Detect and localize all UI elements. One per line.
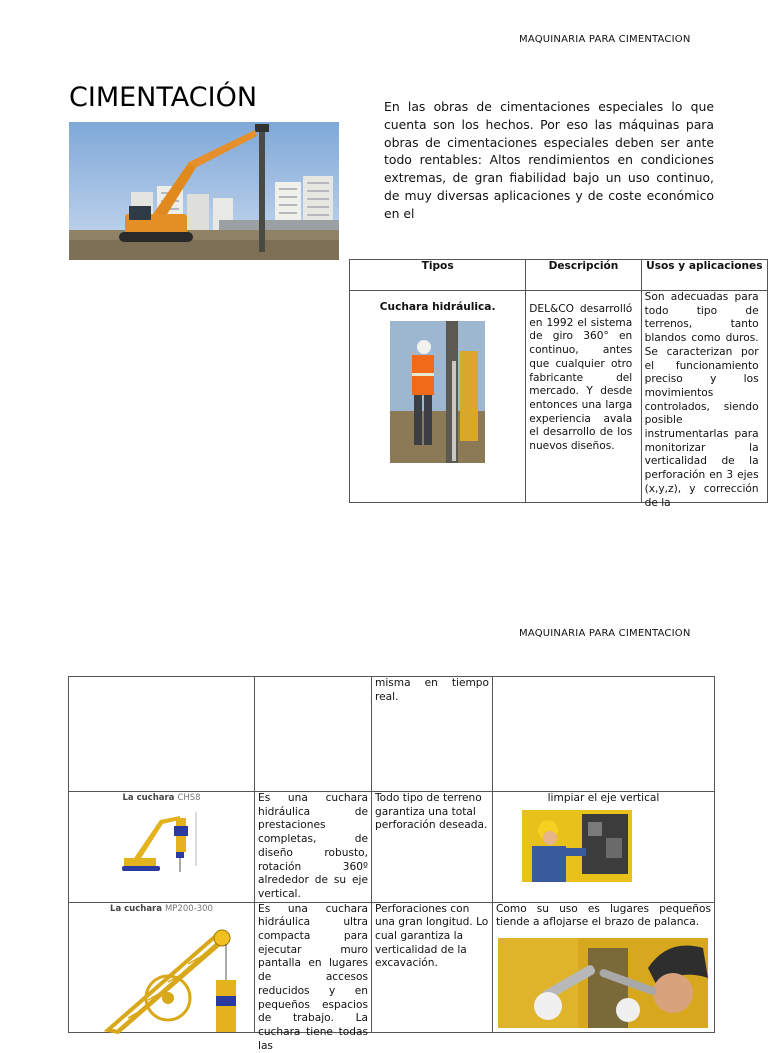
mp200-description: Es una cuchara hidráulica ultra compacta para ejecutar muro pantalla en lugares de accesos reducidos y en pequeños espacios de trabajo. La cuchara tiene todas las (258, 902, 368, 1052)
chs8-terreno: Todo tipo de terreno garantiza una total perforación deseada. (375, 792, 488, 832)
table-cell-empty (255, 677, 372, 792)
column-header-descripcion: Descripción (526, 260, 641, 291)
chs8-description: Es una cuchara hidráulica de prestaciones completas, de diseño robusto, rotación 360º alrededor de su eje vertical. (258, 792, 368, 900)
chs8-usos: limpiar el eje vertical (547, 792, 660, 804)
machinery-table-continued (68, 676, 715, 1052)
column-header-usos: Usos y aplicaciones (641, 260, 767, 291)
chs8-caption: La cuchara CHS8 (122, 793, 201, 803)
wrench-worker-photo (498, 938, 708, 1028)
table-cell-empty (493, 677, 715, 792)
mp200-diagram (78, 920, 248, 1032)
tipo-label: Cuchara hidráulica. (379, 301, 496, 313)
mechanic-photo (522, 810, 632, 882)
table-cell-terreno (372, 792, 493, 903)
table-cell-empty (69, 677, 255, 792)
intro-paragraph: En las obras de cimentaciones especiales lo que cuenta son los hechos. Por eso las máquinas para obras de cimentaciones especiales deben ser ante todo rentables: Altos rendimientos en condiciones extremas, de gran fiabilidad bajo un uso continuo, de muy diversas aplicaciones y de coste económico en el (384, 99, 714, 221)
table-cell-descripcion (255, 902, 372, 1052)
descripcion-text: DEL&CO desarrolló en 1992 el sistema de giro 360° en continuo, antes que cualquier otro fabricante del mercado. Y desde entonces una larga experiencia avala el desarrollo de los nuevos diseños. (529, 303, 633, 453)
table-cell-descripcion (255, 792, 372, 903)
table-cell-descripcion (526, 291, 641, 503)
mp200-usos: Como su uso es lugares pequeños tiende a aflojarse el brazo de palanca. (496, 902, 711, 929)
chs8-diagram (120, 808, 210, 874)
worker-drill-photo (390, 321, 485, 463)
table-cell-tipo (69, 792, 255, 903)
page-header-2: MAQUINARIA PARA CIMENTACION (519, 628, 691, 639)
table-cell-terreno (372, 902, 493, 1033)
mp200-caption: La cuchara MP200-300 (110, 903, 213, 914)
excavator-pile-photo (69, 122, 339, 260)
machinery-table (349, 259, 768, 509)
usos-text: Son adecuadas para todo tipo de terrenos, tanto blandos como duros. Se caracterizan por el funcionamiento preciso y los movimientos controlados, siendo posible instrumentarlas para monitorizar la verticalidad de la perforación en 3 ejes (x,y,z), y corrección de la (644, 291, 759, 509)
table-cell-usos (493, 902, 715, 1033)
column-header-tipos: Tipos (350, 260, 526, 291)
page-header: MAQUINARIA PARA CIMENTACION (519, 34, 691, 45)
table-cell-usos (493, 792, 715, 903)
continued-text: misma en tiempo real. (375, 677, 489, 703)
table-cell-usos (641, 291, 767, 509)
table-cell-tipo (69, 902, 255, 1033)
page-title: CIMENTACIÓN (69, 82, 258, 113)
mp200-terreno: Perforaciones con una gran longitud. Lo cual garantiza la verticalidad de la excavación. (375, 902, 489, 970)
table-cell-tipo (350, 291, 526, 503)
table-cell-continued (372, 677, 493, 792)
